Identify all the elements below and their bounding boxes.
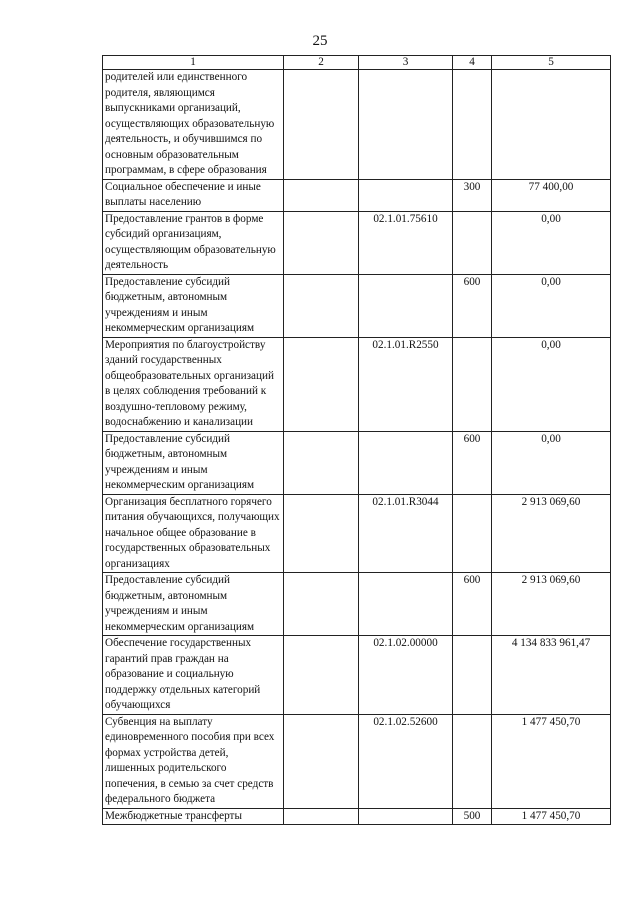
row-amount-cell: 0,00 xyxy=(492,274,611,337)
row-col2-cell xyxy=(284,431,359,494)
column-header-1: 1 xyxy=(103,56,284,70)
table-row xyxy=(103,211,611,274)
table-row xyxy=(103,179,611,211)
budget-table xyxy=(102,55,611,825)
row-type-cell: 600 xyxy=(453,431,492,494)
column-header-4: 4 xyxy=(453,56,492,70)
table-row xyxy=(103,808,611,825)
row-code-cell xyxy=(359,179,453,211)
row-code-cell xyxy=(359,431,453,494)
row-type-cell: 600 xyxy=(453,274,492,337)
row-col2-cell xyxy=(284,636,359,715)
row-type-cell xyxy=(453,211,492,274)
table-row xyxy=(103,337,611,431)
row-type-cell xyxy=(453,714,492,808)
row-name-cell: Предоставление субсидий бюджетным, автономным учреждениям и иным некоммерческим организациям xyxy=(103,573,284,636)
page-number: 25 xyxy=(312,33,328,49)
row-amount-cell: 2 913 069,60 xyxy=(492,494,611,573)
row-col2-cell xyxy=(284,211,359,274)
row-code-cell xyxy=(359,274,453,337)
row-col2-cell xyxy=(284,573,359,636)
table-row xyxy=(103,70,611,180)
row-col2-cell xyxy=(284,274,359,337)
row-type-cell xyxy=(453,494,492,573)
row-amount-cell: 0,00 xyxy=(492,431,611,494)
row-name-cell: родителей или единственного родителя, являющимся выпускниками организаций, осуществляющих образовательную деятельность, и обучившимся по основным образовательным программам, в сфере образования xyxy=(103,70,284,180)
column-header-3: 3 xyxy=(359,56,453,70)
row-code-cell: 02.1.01.75610 xyxy=(359,211,453,274)
row-type-cell xyxy=(453,70,492,180)
row-code-cell xyxy=(359,573,453,636)
row-col2-cell xyxy=(284,808,359,825)
row-amount-cell: 1 477 450,70 xyxy=(492,808,611,825)
row-amount-cell: 2 913 069,60 xyxy=(492,573,611,636)
row-name-cell: Организация бесплатного горячего питания обучающихся, получающих начальное общее образование в государственных образовательных организациях xyxy=(103,494,284,573)
column-header-2: 2 xyxy=(284,56,359,70)
row-name-cell: Социальное обеспечение и иные выплаты населению xyxy=(103,179,284,211)
row-code-cell: 02.1.01.R3044 xyxy=(359,494,453,573)
row-name-cell: Предоставление грантов в форме субсидий организациям, осуществляющим образовательную деятельность xyxy=(103,211,284,274)
table-header-row xyxy=(103,56,611,70)
row-type-cell: 300 xyxy=(453,179,492,211)
row-amount-cell: 77 400,00 xyxy=(492,179,611,211)
table-row xyxy=(103,494,611,573)
row-col2-cell xyxy=(284,179,359,211)
table-row xyxy=(103,573,611,636)
row-name-cell: Межбюджетные трансферты xyxy=(103,808,284,825)
table-row xyxy=(103,431,611,494)
row-code-cell xyxy=(359,808,453,825)
table-row xyxy=(103,636,611,715)
row-code-cell: 02.1.02.00000 xyxy=(359,636,453,715)
row-amount-cell: 4 134 833 961,47 xyxy=(492,636,611,715)
row-code-cell: 02.1.01.R2550 xyxy=(359,337,453,431)
row-col2-cell xyxy=(284,494,359,573)
row-amount-cell: 1 477 450,70 xyxy=(492,714,611,808)
row-code-cell xyxy=(359,70,453,180)
row-col2-cell xyxy=(284,70,359,180)
row-name-cell: Субвенция на выплату единовременного пособия при всех формах устройства детей, лишенных родительского попечения, в семью за счет средств федерального бюджета xyxy=(103,714,284,808)
row-name-cell: Мероприятия по благоустройству зданий государственных общеобразовательных организаций в целях соблюдения требований к воздушно-тепловому режиму, водоснабжению и канализации xyxy=(103,337,284,431)
row-type-cell: 500 xyxy=(453,808,492,825)
row-name-cell: Обеспечение государственных гарантий прав граждан на образование и социальную поддержку отдельных категорий обучающихся xyxy=(103,636,284,715)
row-type-cell xyxy=(453,636,492,715)
row-amount-cell xyxy=(492,70,611,180)
column-header-5: 5 xyxy=(492,56,611,70)
row-type-cell: 600 xyxy=(453,573,492,636)
row-col2-cell xyxy=(284,337,359,431)
row-code-cell: 02.1.02.52600 xyxy=(359,714,453,808)
table-row xyxy=(103,274,611,337)
row-amount-cell: 0,00 xyxy=(492,211,611,274)
table-row xyxy=(103,714,611,808)
row-type-cell xyxy=(453,337,492,431)
row-col2-cell xyxy=(284,714,359,808)
row-name-cell: Предоставление субсидий бюджетным, автономным учреждениям и иным некоммерческим организациям xyxy=(103,431,284,494)
row-name-cell: Предоставление субсидий бюджетным, автономным учреждениям и иным некоммерческим организациям xyxy=(103,274,284,337)
row-amount-cell: 0,00 xyxy=(492,337,611,431)
